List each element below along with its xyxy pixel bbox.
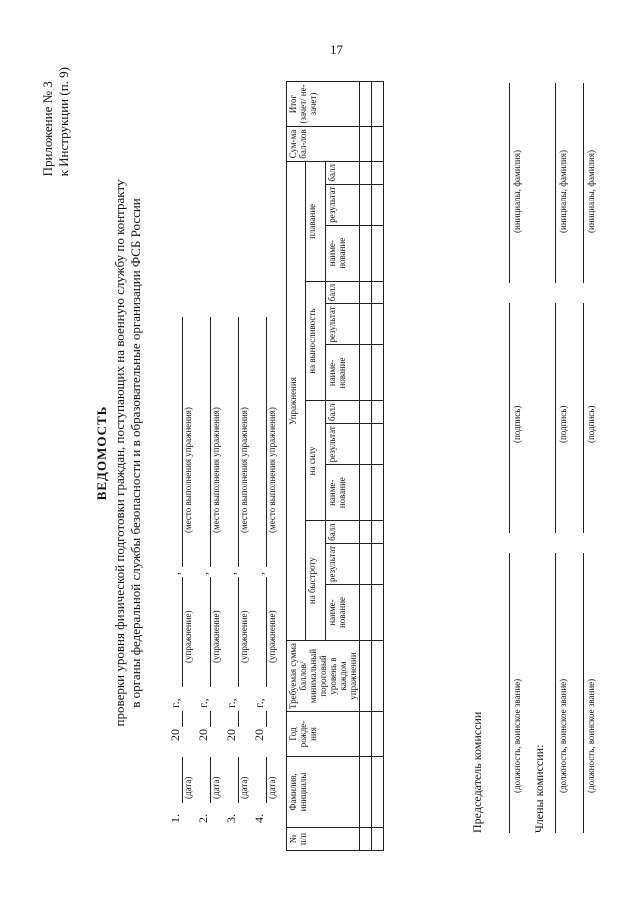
entry-row: 4. (дата) 20 г., (упражнение) , (место выполнения упражнения) <box>252 123 280 823</box>
document-title <box>94 43 144 863</box>
entry-row: 3. (дата) 20 г., (упражнение) , (место выполнения упражнения) <box>224 123 252 823</box>
name-caption: (инициалы, фамилия) <box>586 149 596 233</box>
name-subheader: наиме-нование <box>325 464 359 520</box>
entry-num: 1. <box>168 813 182 823</box>
title-line1: проверки уровня физической подготовки граждан, поступающих на военную службу по контракту <box>112 179 127 726</box>
position-caption: (должность, воинское звание) <box>512 678 522 793</box>
col-required-header: Требуемая сумма баллов/ минимальный пороговый уровень в каждом упражнении <box>287 640 360 711</box>
year-suffix: г., <box>252 697 266 708</box>
year-prefix: 20 <box>224 728 238 741</box>
place-caption: (место выполнения упражнения) <box>211 406 221 533</box>
name-caption: (инициалы, фамилия) <box>512 149 522 233</box>
year-suffix: г., <box>224 697 238 708</box>
strength-header: на силу <box>306 401 325 521</box>
appendix-header <box>40 67 72 176</box>
col-num-header: № п/п <box>287 827 360 850</box>
signature-caption: (подпись) <box>586 405 596 443</box>
position-caption: (должность, воинское звание) <box>586 678 596 793</box>
col-name-header: Фамилия, инициалы <box>287 756 360 827</box>
year-suffix: г., <box>168 697 182 708</box>
name-subheader: наиме-нование <box>325 584 359 640</box>
title-line2: в органы федеральной службы безопасности и в образовательные организации ФСБ России <box>128 197 143 708</box>
score-subheader: балл <box>325 520 359 543</box>
table-row <box>360 81 372 850</box>
score-subheader: балл <box>325 161 359 184</box>
year-prefix: 20 <box>196 728 210 741</box>
date-caption: (дата) <box>183 776 193 799</box>
appendix-line1: Приложение № 3 <box>40 80 55 176</box>
signature-caption: (подпись) <box>512 405 522 443</box>
result-subheader: результат <box>325 543 359 584</box>
document-sheet <box>40 43 600 863</box>
chairman-block <box>470 73 522 833</box>
results-table <box>286 81 384 851</box>
place-caption: (место выполнения упражнения) <box>183 406 193 533</box>
date-caption: (дата) <box>267 776 277 799</box>
exercise-caption: (упражнение) <box>211 610 221 663</box>
result-subheader: результат <box>325 423 359 464</box>
result-subheader: результат <box>325 303 359 344</box>
entry-list <box>168 123 280 823</box>
col-year-header: Год рожде-ния <box>287 711 360 756</box>
exercise-caption: (упражнение) <box>183 610 193 663</box>
result-subheader: результат <box>325 184 359 225</box>
swim-header: плавание <box>306 161 325 281</box>
year-prefix: 20 <box>252 728 266 741</box>
place-caption: (место выполнения упражнения) <box>267 406 277 533</box>
entry-num: 2. <box>196 813 210 823</box>
col-total-header: Итог (зачет/ не-зачет) <box>287 81 360 126</box>
exercise-caption: (упражнение) <box>239 610 249 663</box>
chairman-label: Председатель комиссии <box>470 711 484 833</box>
entry-row: 2. (дата) 20 г., (упражнение) , (место выполнения упражнения) <box>196 123 224 823</box>
entry-num: 4. <box>252 813 266 823</box>
page-number: 17 <box>330 42 343 57</box>
name-caption: (инициалы, фамилия) <box>558 149 568 233</box>
exercise-caption: (упражнение) <box>267 610 277 663</box>
exercises-header: Упражнения <box>287 161 306 640</box>
entry-num: 3. <box>224 813 238 823</box>
year-suffix: г., <box>196 697 210 708</box>
table-row <box>372 81 384 850</box>
members-label: Члены комиссии: <box>532 744 546 833</box>
score-subheader: балл <box>325 401 359 424</box>
name-subheader: наиме-нование <box>325 225 359 281</box>
signature-caption: (подпись) <box>558 405 568 443</box>
title-head: ВЕДОМОСТЬ <box>94 405 109 500</box>
date-caption: (дата) <box>239 776 249 799</box>
endurance-header: на выносливость <box>306 281 325 401</box>
date-caption: (дата) <box>211 776 221 799</box>
place-caption: (место выполнения упражнения) <box>239 406 249 533</box>
appendix-line2: к Инструкции (п. 9) <box>56 66 71 176</box>
position-caption: (должность, воинское звание) <box>558 678 568 793</box>
name-subheader: наиме-нование <box>325 344 359 400</box>
members-block <box>532 73 596 833</box>
score-subheader: балл <box>325 281 359 304</box>
year-prefix: 20 <box>168 728 182 741</box>
speed-header: на быстроту <box>306 520 325 640</box>
entry-row: 1. (дата) 20 г., (упражнение) , (место выполнения упражнения) <box>168 123 196 823</box>
col-sum-header: Сум-ма бал-лов <box>287 126 360 161</box>
